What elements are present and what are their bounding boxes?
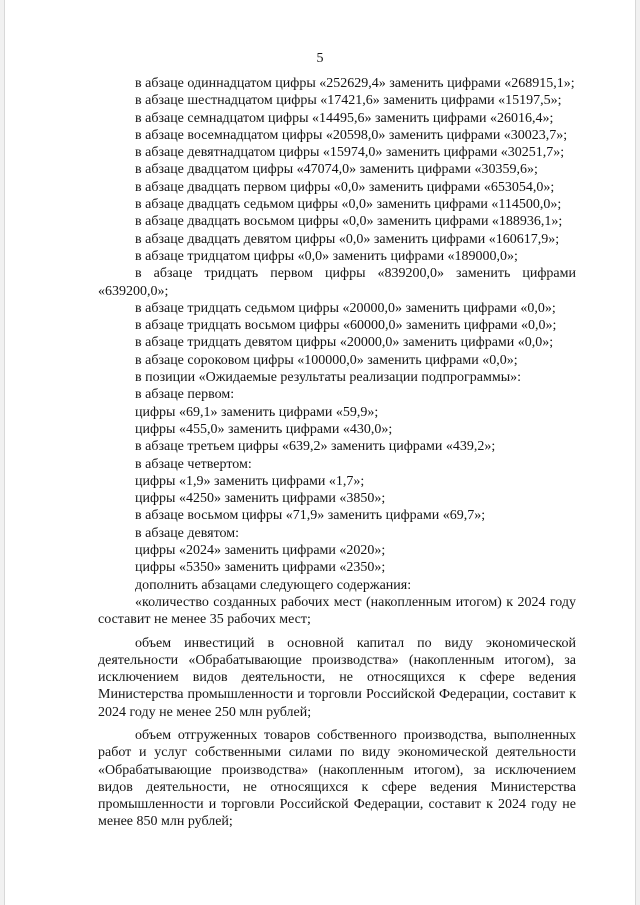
paragraph: цифры «4250» заменить цифрами «3850»; (135, 491, 386, 507)
paragraph: в абзаце тридцатом цифры «0,0» заменить цифрами «189000,0»; (135, 248, 518, 264)
paragraph: в абзаце двадцать первом цифры «0,0» заменить цифрами «653054,0»; (135, 179, 555, 195)
paragraph: в абзаце шестнадцатом цифры «17421,6» заменить цифрами «15197,5»; (135, 93, 562, 109)
paragraph: цифры «1,9» заменить цифрами «1,7»; (135, 473, 365, 489)
paragraph: в абзаце тридцать девятом цифры «20000,0» заменить цифрами «0,0»; (135, 335, 554, 351)
paragraph: в абзаце тридцать первом цифры «839200,0» заменить цифрами «639200,0»; (98, 266, 576, 299)
paragraph: дополнить абзацами следующего содержания: (135, 577, 412, 593)
paragraph: в абзаце восемнадцатом цифры «20598,0» заменить цифрами «30023,7»; (135, 127, 568, 143)
document-page (4, 0, 636, 905)
paragraph: объем инвестиций в основной капитал по виду экономической деятельности «Обрабатывающие производства» (накопленным итогом), за исключением видов деятельности, не относящихся к сфере ведения Министерства промышленности и торговли Российской Федерации, составит к 2024 году не менее 250 млн рублей; (98, 635, 576, 720)
paragraph: в абзаце третьем цифры «639,2» заменить цифрами «439,2»; (135, 439, 496, 455)
document-body (98, 75, 576, 831)
paragraph: в абзаце четвертом: (135, 456, 252, 472)
paragraph: цифры «2024» заменить цифрами «2020»; (135, 543, 386, 559)
paragraph: цифры «455,0» заменить цифрами «430,0»; (135, 421, 393, 437)
paragraph: в абзаце девятом: (135, 525, 240, 541)
paragraph: в позиции «Ожидаемые результаты реализации подпрограммы»: (135, 370, 522, 386)
paragraph: в абзаце двадцать девятом цифры «0,0» заменить цифрами «160617,9»; (135, 231, 560, 247)
paragraph: в абзаце тридцать седьмом цифры «20000,0» заменить цифрами «0,0»; (135, 300, 556, 316)
page-number: 5 (316, 51, 324, 66)
paragraph: в абзаце одиннадцатом цифры «252629,4» заменить цифрами «268915,1»; (135, 76, 575, 91)
paragraph: в абзаце тридцать восьмом цифры «60000,0» заменить цифрами «0,0»; (135, 318, 557, 334)
paragraph: в абзаце восьмом цифры «71,9» заменить цифрами «69,7»; (135, 508, 486, 524)
paragraph: в абзаце двадцать восьмом цифры «0,0» заменить цифрами «188936,1»; (135, 214, 563, 230)
paragraph: в абзаце девятнадцатом цифры «15974,0» заменить цифрами «30251,7»; (135, 145, 565, 161)
paragraph: цифры «69,1» заменить цифрами «59,9»; (135, 404, 379, 420)
paragraph: цифры «5350» заменить цифрами «2350»; (135, 560, 386, 576)
paragraph: в абзаце двадцатом цифры «47074,0» заменить цифрами «30359,6»; (135, 162, 538, 178)
paragraph: в абзаце сороковом цифры «100000,0» заменить цифрами «0,0»; (135, 352, 518, 368)
paragraph: в абзаце семнадцатом цифры «14495,6» заменить цифрами «26016,4»; (135, 110, 554, 126)
paragraph: в абзаце двадцать седьмом цифры «0,0» заменить цифрами «114500,0»; (135, 197, 562, 213)
paragraph: «количество созданных рабочих мест (накопленным итогом) к 2024 году составит не менее 35 рабочих мест; (98, 594, 576, 628)
paragraph: в абзаце первом: (135, 387, 235, 403)
paragraph: объем отгруженных товаров собственного производства, выполненных работ и услуг собственными силами по виду экономической деятельности «Обрабатывающие производства» (накопленным итогом), за исключением видов деятельности, не относящихся к сфере ведения Министерства промышленности и торговли Российской Федерации, составит к 2024 году не менее 850 млн рублей; (98, 727, 576, 830)
